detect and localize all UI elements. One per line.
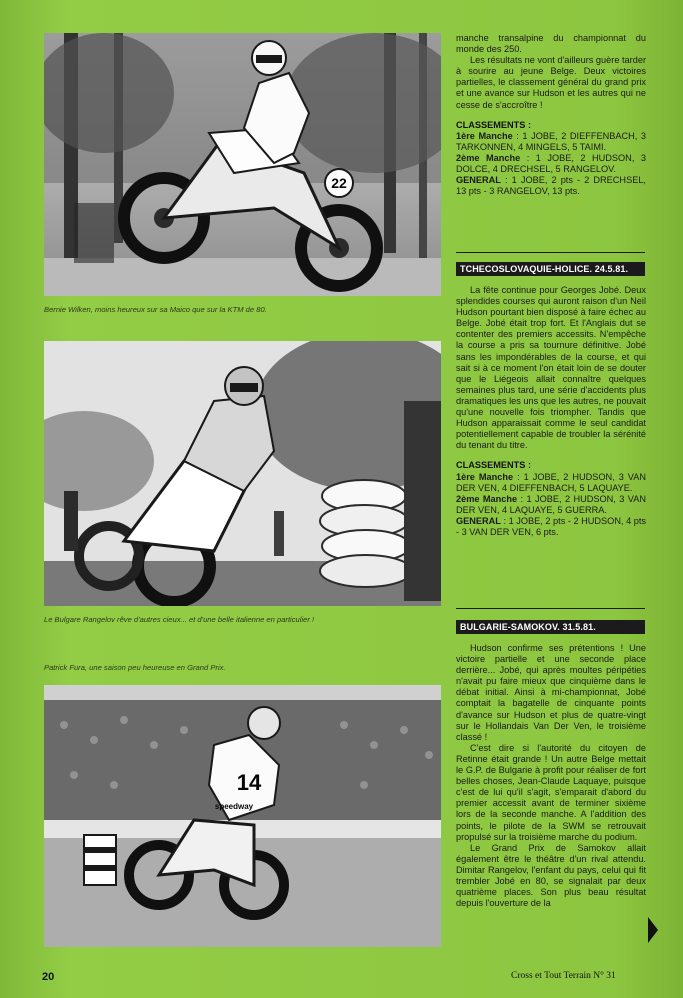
rider-number-14: 14	[236, 770, 262, 795]
caption-photo-2: Le Bulgare Rangelov rêve d'autres cieux... et d'une belle italienne en particulier !	[44, 615, 315, 624]
rider-number-22: 22	[331, 175, 347, 191]
bulgarie-paragraph-2: C'est dire si l'autorité du citoyen de Retinne était grande ! Un autre Belge mettait le G.P. de Bulgarie à profit pour réaliser de fort belles choses, Jean-Claude Laquaye, puisque c'est de lui qu'il s'agit, s'emparait d'abord du premier accessit avant de terminer sixième lors de la seconde manche. A l'addition des points, le pilote de la SWM se retrouvait propulsé sur la troisième marche du podium.	[456, 742, 646, 842]
article-column-top	[456, 33, 646, 197]
sponsor-label: speedway	[214, 802, 254, 811]
section-rule-1	[456, 252, 645, 253]
bulgarie-paragraph-1: Hudson confirme ses prétentions ! Une victoire partielle et une seconde place derrière... Jobé, qui après moultes péripéties n'avait pu faire mieux que cinquième dans le débat initial. Ainsi à mi-championnat, Jobé comptait la bagatelle de cinquante points d'avance sur Hudson et plus de quatre-vingt sur le Hollandais Van Der Ven, le troisième classé !	[456, 643, 646, 742]
bulgarie-paragraph-3: Le Grand Prix de Samokov allait également être le théâtre d'un rival attendu. Dimitar Rangelov, l'enfant du pays, celui qui fit trembler Jobé en 80, se signalait par deux quatrième places. Son plus beau résultat depuis l'ouverture de la	[456, 842, 646, 909]
caption-photo-3: Patrick Fura, une saison peu heureuse en Grand Prix.	[44, 663, 226, 672]
article-column-middle	[456, 285, 646, 538]
intro-paragraph-1: manche transalpine du championnat du monde des 250.	[456, 33, 646, 55]
photo-fura-race	[44, 685, 441, 947]
intro-paragraph-2: Les résultats ne vont d'ailleurs guère tarder à sourire au jeune Belge. Deux victoires partielles, le classement général du grand prix et une avance sur Hudson et les autres qui ne cesse de s'accroître !	[456, 55, 646, 110]
publication-footer: Cross et Tout Terrain N° 31	[511, 971, 616, 981]
caption-photo-1: Bernie Wilken, moins heureux sur sa Maico que sur la KTM de 80.	[44, 305, 267, 314]
italie-classements-title: CLASSEMENTS :	[456, 119, 532, 130]
tchecoslovaquie-classements-title: CLASSEMENTS :	[456, 460, 532, 471]
article-column-bottom	[456, 643, 646, 909]
italie-manche-1: 1ère Manche : 1 JOBE, 2 DIEFFENBACH, 3 TARKONNEN, 4 MINGELS, 5 TAIMI.	[456, 130, 646, 152]
italie-general: GENERAL : 1 JOBE, 2 pts - 2 DRECHSEL, 13 pts - 3 RANGELOV, 13 pts.	[456, 175, 646, 197]
italie-manche-2: 2ème Manche : 1 JOBE, 2 HUDSON, 3 DOLCE, 4 DRECHSEL, 5 RANGELOV.	[456, 152, 646, 175]
page-number: 20	[42, 971, 55, 983]
section-rule-2	[456, 608, 645, 609]
photo-wilken-jump	[44, 33, 441, 296]
section-header-tchecoslovaquie: TCHECOSLOVAQUIE-HOLICE. 24.5.81.	[456, 262, 645, 276]
tchecoslovaquie-paragraph: La fête continue pour Georges Jobé. Deux splendides courses qui auront raison d'un Neil Hudson pourtant bien disposé à faire échec au Belge. Jobé était trop fort. Et l'Anglais dut se contenter des premiers accessits. N'empêche la course a pris sa tournure définitive. Jobé sans les impondérables de la course, et qui sait si à ce moment l'on était loin de se douter que le Liégeois allait connaître quelques semaines plus tard, une série d'accidents plus dramatiques les uns que les autres, ne pouvait qu'une nouvelle fois triompher. Tandis que Hudson apparaissait comme le seul candidat potentiellement capable de troubler la sérénité du tenant du titre.	[456, 285, 647, 451]
tchecoslovaquie-manche-2: 2ème Manche : 1 JOBE, 2 HUDSON, 3 VAN DER VEN, 4 LAQUAYE, 5 GUERRA.	[456, 493, 646, 515]
tchecoslovaquie-general: GENERAL : 1 JOBE, 2 pts - 2 HUDSON, 4 pts - 3 VAN DER VEN, 6 pts.	[456, 515, 646, 537]
section-header-bulgarie: BULGARIE-SAMOKOV. 31.5.81.	[456, 620, 645, 634]
continue-arrow-icon	[648, 917, 658, 943]
tchecoslovaquie-manche-1: 1ère Manche : 1 JOBE, 2 HUDSON, 3 VAN DER VEN, 4 DIEFFENBACH, 5 LAQUAYE.	[456, 471, 647, 493]
photo-rangelov-corner	[44, 341, 441, 606]
